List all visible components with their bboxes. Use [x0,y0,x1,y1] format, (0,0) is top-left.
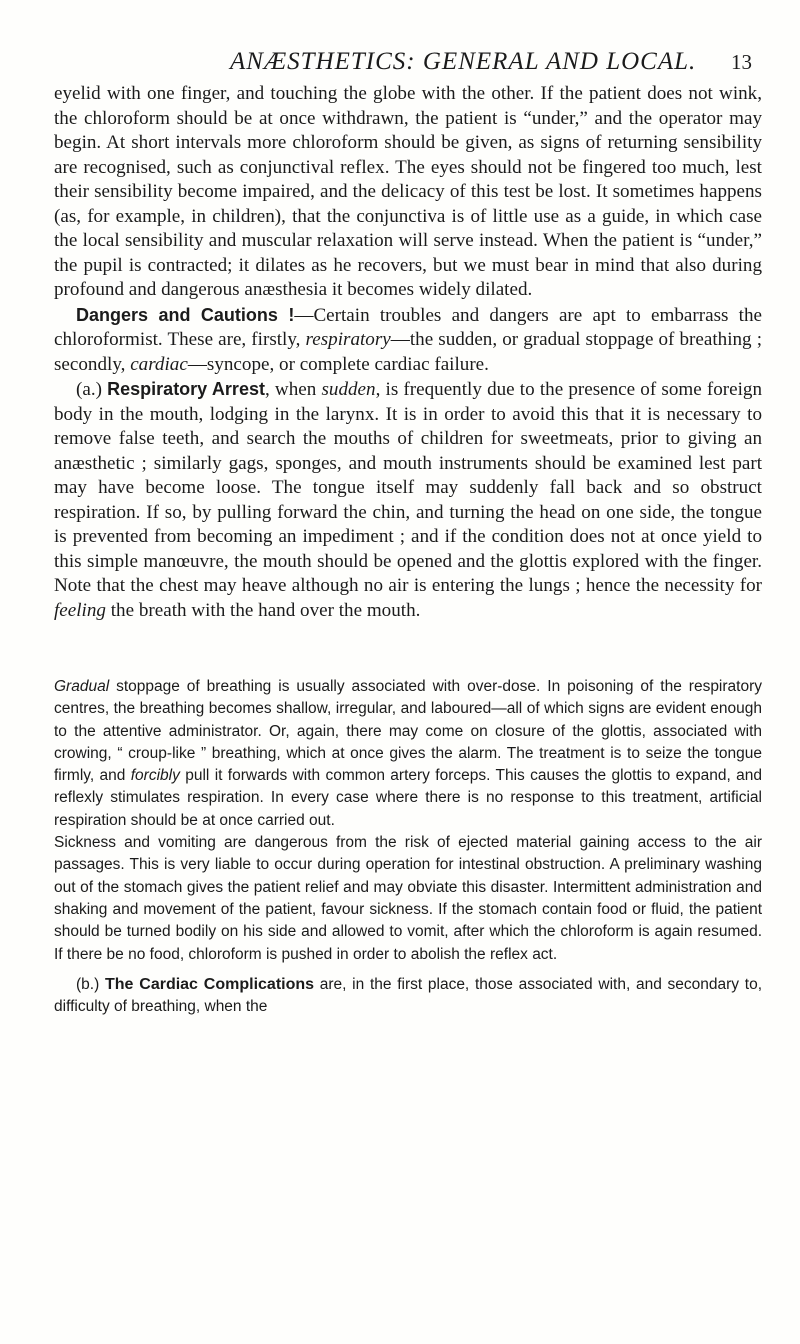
running-title: ANÆSTHETICS: GENERAL AND LOCAL. [230,48,697,75]
paragraph-dangers-cautions: Dangers and Cautions !—Certain troubles and dangers are apt to embarrass the chloroformist. These are, firstly, respiratory—the sudden, or gradual stoppage of breathing ; secondly, cardiac—syncope, or complete cardiac failure. [54,304,762,375]
main-text-small [54,676,762,1018]
paragraph-cardiac-complications: (b.) The Cardiac Complications are, in the first place, those associated with, and secondary to, difficulty of breathing, when the [54,975,762,1016]
main-text-large [54,82,762,623]
item-label-a: (a.) [76,379,102,400]
section-heading-cardiac-complications: The Cardiac Complications [104,975,315,993]
section-heading-dangers: Dangers and Cautions ! [76,304,295,325]
paragraph-eyelid-test: eyelid with one finger, and touching the globe with the other. If the patient does not wink, the chloroform should be at once withdrawn, the patient is “under,” and the operator may begin. At short intervals more chloroform should be given, as signs of returning sensibility are recognised, such as conjunctival reflex. The eyes should not be fingered too much, lest their sensibility become impaired, and the delicacy of this test be lost. It sometimes happens (as, for example, in children), that the conjunctiva is of little use as a guide, in which case the local sensibility and muscular relaxation will serve instead. When the patient is “under,” the pupil is contracted; it dilates as he recovers, but we must bear in mind that also during profound and dangerous anæsthesia it becomes widely dilated. [54,83,762,300]
item-label-b: (b.) [76,975,100,993]
paragraph-gradual-stoppage: Gradual stoppage of breathing is usually associated with over-dose. In poisoning of the respiratory centres, the breathing becomes shallow, irregular, and laboured—all of which signs are evident enough to the attentive administrator. Or, again, there may come on closure of the glottis, associated with crowing, “ croup-like ” breathing, which at once gives the alarm. The treatment is to seize the tongue firmly, and forcibly pull it forwards with common artery forceps. This causes the glottis to expand, and reflexly stimulates respiration. In every case where there is no response to this treatment, artificial respiration should be at once carried out. [54,678,762,829]
paragraph-sickness-vomiting: Sickness and vomiting are dangerous from the risk of ejected material gaining access to the air passages. This is very liable to occur during operation for intestinal obstruction. A preliminary washing out of the stomach gives the patient relief and may obviate this disaster. Intermittent administration and shaking and movement of the patient, favour sickness. If the stomach contain food or fluid, the patient should be turned bodily on his side and allowed to vomit, after which the chloroform is again resumed. If there be no food, chloroform is pushed in order to abolish the reflex act. [54,834,762,963]
page-number: 13 [731,50,752,74]
paragraph-respiratory-arrest: (a.) Respiratory Arrest, when sudden, is frequently due to the presence of some foreign body in the mouth, lodging in the larynx. It is in order to avoid this that it is necessary to remove false teeth, and search the mouths of children for sweetmeats, prior to giving an anæsthetic ; similarly gags, sponges, and mouth instruments should be examined lest part may have become loose. The tongue itself may suddenly fall back and so obstruct respiration. If so, by pulling forward the chin, and turning the head on one side, the tongue is prevented from becoming an impediment ; and if the condition does not at once yield to this simple manœuvre, the mouth should be opened and the glottis explored with the finger. Note that the chest may heave although no air is entering the lungs ; hence the necessity for feeling the breath with the hand over the mouth. [54,379,763,621]
section-heading-respiratory-arrest: Respiratory Arrest [107,379,265,399]
